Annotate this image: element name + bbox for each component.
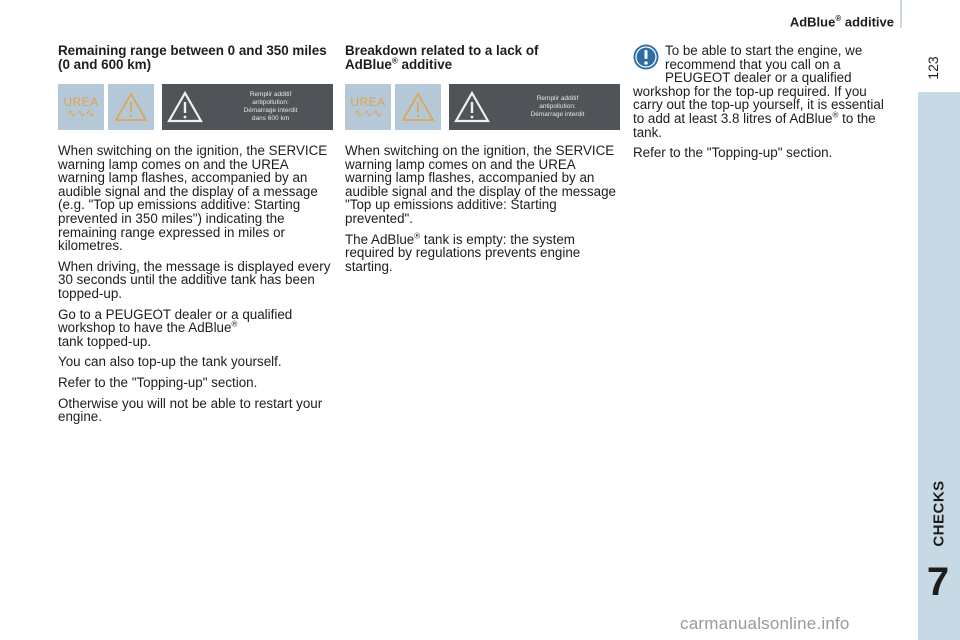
- section-heading-remaining-range: Remaining range between 0 and 350 miles (0 and 600 km): [58, 43, 327, 72]
- notice-text-end: to the tank.: [633, 110, 876, 140]
- service-warning-triangle-icon: [401, 92, 435, 122]
- header-title-registered: ®: [835, 14, 842, 23]
- urea-warning-lamp: [58, 84, 104, 130]
- service-warning-lamp: [108, 84, 154, 130]
- section-label-text: CHECKS: [930, 479, 948, 547]
- display-line: antipollution:: [252, 99, 289, 106]
- header-title-text: AdBlue: [789, 14, 836, 30]
- display-line: Remplir additif: [536, 95, 579, 102]
- display-line: antipollution:: [539, 103, 576, 110]
- column-breakdown: [345, 44, 620, 280]
- display-message: [208, 91, 333, 123]
- column-remaining-range: [58, 44, 333, 431]
- display-warning-icon: [454, 91, 490, 123]
- paragraph-text: tank is empty: the system required by regulations prevents engine starting.: [345, 231, 581, 274]
- service-warning-triangle-icon: [114, 92, 148, 122]
- paragraph-text: tank topped-up.: [58, 333, 152, 349]
- paragraph: When driving, the message is displayed every 30 seconds until the additive tank has been topped-up.: [58, 258, 331, 301]
- paragraph: Otherwise you will not be able to restart your engine.: [58, 395, 323, 425]
- section-heading-breakdown: [345, 44, 620, 72]
- display-message: [495, 95, 620, 119]
- urea-wave-icon: ∿∿∿: [354, 107, 382, 120]
- paragraph-text: Go to a PEUGEOT dealer or a qualified workshop to have the AdBlue: [58, 306, 293, 336]
- display-line: dans 600 km: [251, 115, 290, 122]
- header-title-suffix: additive: [841, 14, 894, 30]
- urea-wave-icon: ∿∿∿: [67, 107, 95, 120]
- paragraph: When switching on the ignition, the SERVICE warning lamp comes on and the UREA warning lamp flashes, accompanied by an audible signal and the display of a message (e.g. "Top up emissions additive: Starting prevented in 350 miles") indicating the remaining range expressed in miles or kilometres.: [58, 143, 328, 254]
- heading-line: Breakdown related to a lack of: [345, 43, 539, 58]
- display-warning-icon: [167, 91, 203, 123]
- sidebar-section-label: [924, 468, 954, 558]
- refer-paragraph: Refer to the "Topping-up" section.: [633, 145, 833, 161]
- registered-mark: ®: [832, 110, 839, 120]
- paragraph-text: The AdBlue: [345, 231, 415, 247]
- header-rule: [900, 0, 902, 28]
- display-line: Démarrage interdit: [243, 107, 298, 114]
- registered-mark: ®: [391, 56, 398, 66]
- watermark: carmanualsonline.info: [680, 614, 850, 633]
- paragraph: Refer to the "Topping-up" section.: [58, 374, 258, 390]
- urea-lamp-label: UREA: [350, 95, 386, 110]
- column-notice: [633, 44, 898, 167]
- urea-lamp-label: UREA: [63, 95, 99, 110]
- instrument-panel-illustration: [58, 84, 333, 130]
- notice-text: workshop for the top-up required. If you carry out the top-up yourself, it is essential to add at least 3.8 litres of AdBlue: [633, 83, 884, 126]
- display-line: Démarrage interdit: [530, 111, 585, 118]
- service-warning-lamp: [395, 84, 441, 130]
- paragraph: [58, 308, 333, 349]
- registered-mark: ®: [414, 231, 421, 241]
- notice-paragraph: [633, 44, 898, 139]
- paragraph: [345, 233, 620, 274]
- paragraph: When switching on the ignition, the SERVICE warning lamp comes on and the UREA warning lamp flashes, accompanied by an audible signal and the display of the message "Top up emissions additive: Starting prevented".: [345, 143, 616, 226]
- notice-text-first: To be able to start the engine, we recommend that you call on a PEUGEOT dealer or a qualified: [665, 43, 863, 86]
- heading-suffix: additive: [397, 57, 453, 72]
- chapter-number: 7: [926, 560, 950, 604]
- heading-line: AdBlue: [345, 57, 392, 72]
- registered-mark: ®: [231, 319, 238, 329]
- page-number: 123: [925, 56, 941, 80]
- display-line: Remplir additif: [249, 91, 292, 98]
- multifunction-display: [449, 84, 620, 130]
- paragraph: You can also top-up the tank yourself.: [58, 354, 282, 370]
- instrument-panel-illustration: [345, 84, 620, 130]
- multifunction-display: [162, 84, 333, 130]
- urea-warning-lamp: [345, 84, 391, 130]
- page-header-title: [790, 14, 894, 29]
